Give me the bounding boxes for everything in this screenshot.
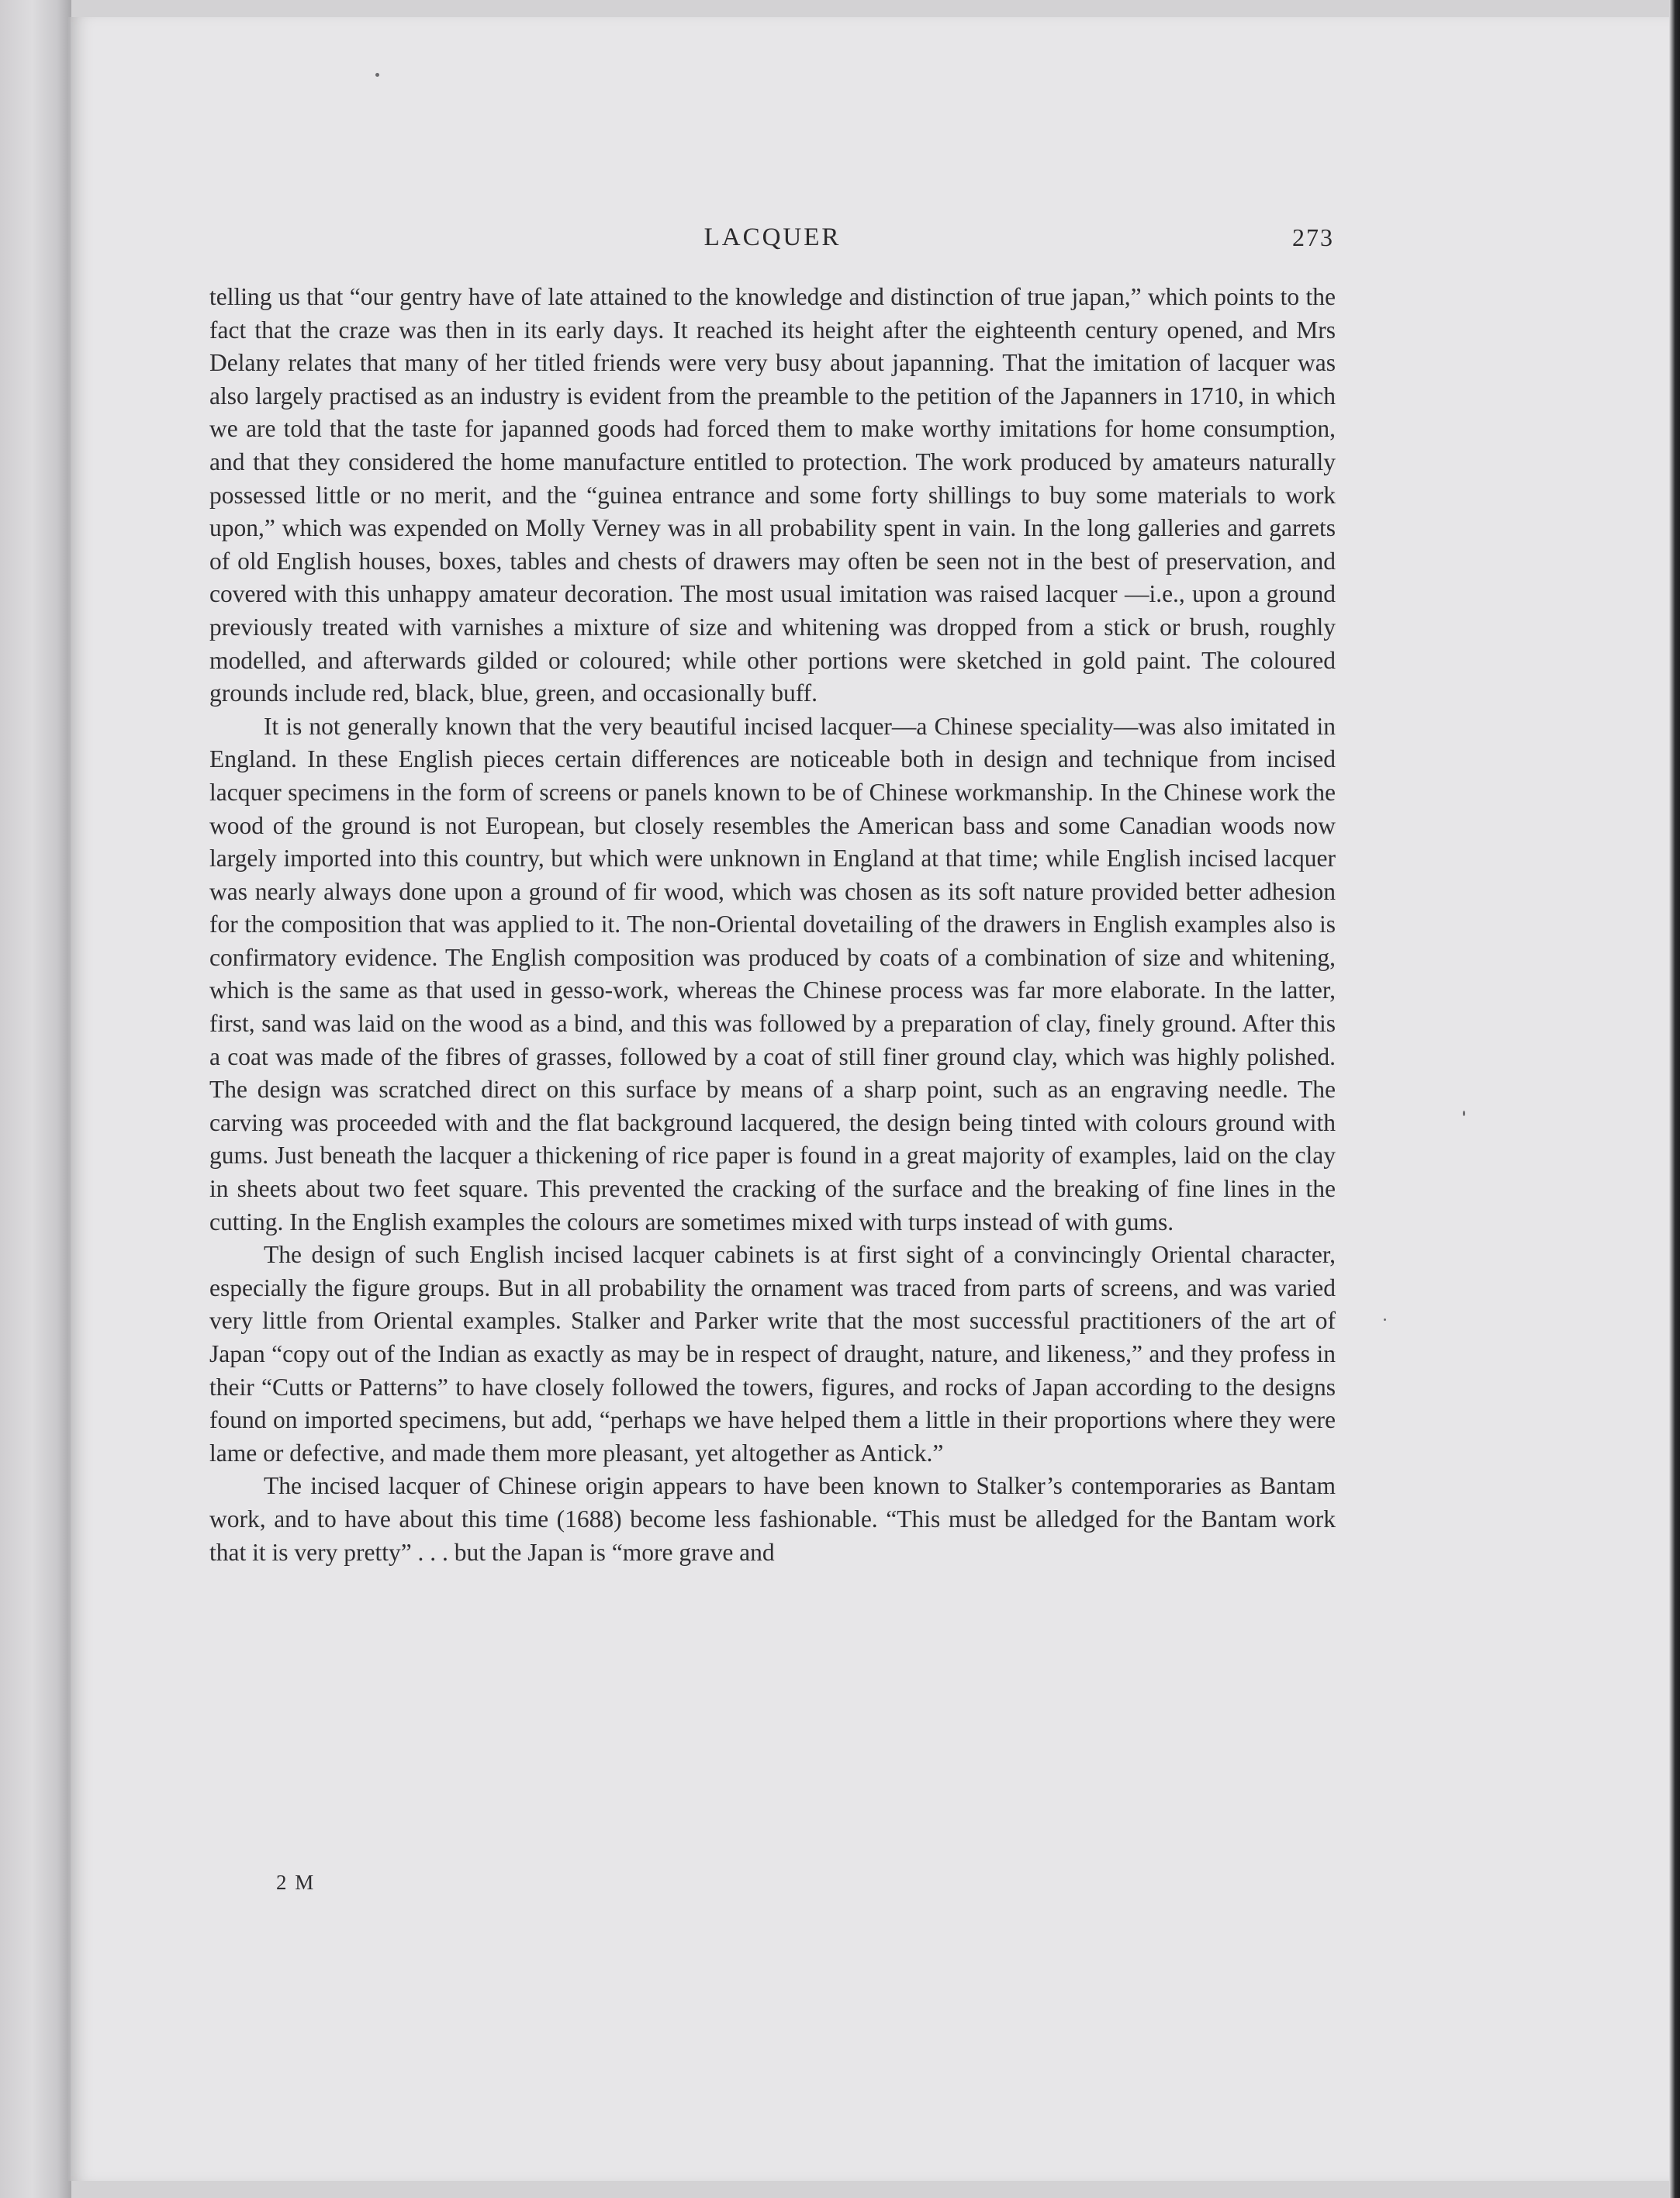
page-number: 273 <box>1292 223 1334 251</box>
paragraph: The incised lacquer of Chinese origin appears to have been known to Stalker’s contemporaries as Bantam work, and to have about this time (1688) become less fashionable. “This must be alledged for the Bantam work that it is very pretty” . . . but the Japan is “more grave and <box>209 1472 1336 1566</box>
paragraph: The design of such English incised lacquer cabinets is at first sight of a convincingly Oriental character, especially the figure groups. But in all probability the ornament was traced from parts of screens, and was varied very little from Oriental examples. Stalker and Parker write that the most successful practitioners of the art of Japan “copy out of the Indian as exactly as may be in respect of draught, nature, and likeness,” and they profess in their “Cutts or Patterns” to have closely followed the towers, figures, and rocks of Japan according to the designs found on imported specimens, but add, “perhaps we have helped them a little in their proportions where they were lame or defective, and made them more pleasant, yet altogether as Antick.” <box>209 1241 1336 1467</box>
body-text <box>209 281 1336 1569</box>
paragraph: telling us that “our gentry have of late attained to the knowledge and distinction of true japan,” which points to the fact that the craze was then in its early days. It reached its height after the eighteenth century opened, and Mrs Delany relates that many of her titled friends were very busy about japanning. That the imitation of lacquer was also largely practised as an industry is evident from the preamble to the petition of the Japanners in 1710, in which we are told that the taste for japanned goods had forced them to make worthy imitations for home consumption, and that they considered the home manufacture entitled to protection. The work produced by amateurs naturally possessed little or no merit, and the “guinea entrance and some forty shillings to buy some materials to work upon,” which was expended on Molly Verney was in all probability spent in vain. In the long galleries and garrets of old English houses, boxes, tables and chests of drawers may often be seen not in the best of preservation, and covered with this unhappy amateur decoration. The most usual imitation was raised lacquer —i.e., upon a ground previously treated with varnishes a mixture of size and whitening was dropped from a stick or brush, roughly modelled, and afterwards gilded or coloured; while other portions were sketched in gold paint. The coloured grounds include red, black, blue, green, and occasionally buff. <box>209 283 1336 707</box>
facing-page-edge <box>0 0 71 2198</box>
page-binding-edge <box>1669 0 1680 2198</box>
running-head: LACQUER <box>703 223 842 251</box>
paragraph: It is not generally known that the very beautiful incised lacquer—a Chinese speciality—was also imitated in England. In these English pieces certain differences are noticeable both in design and technique from incised lacquer specimens in the form of screens or panels known to be of Chinese workmanship. In the Chinese work the wood of the ground is not European, but closely resembles the American bass and some Canadian woods now largely imported into this country, but which were unknown in England at that time; while English incised lacquer was nearly always done upon a ground of fir wood, which was chosen as its soft nature provided better adhesion for the composition that was applied to it. The non-Oriental dovetailing of the drawers in English examples also is confirmatory evidence. The English composition was produced by coats of a combination of size and whitening, which is the same as that used in gesso-work, whereas the Chinese process was far more elaborate. In the latter, first, sand was laid on the wood as a bind, and this was followed by a preparation of clay, finely ground. After this a coat was made of the fibres of grasses, followed by a coat of still finer ground clay, which was highly polished. The design was scratched direct on this surface by means of a sharp point, such as an engraving needle. The carving was proceeded with and the flat background lacquered, the design being tinted with colours ground with gums. Just beneath the lacquer a thickening of rice paper is found in a great majority of examples, laid on the clay in sheets about two feet square. This prevented the cracking of the surface and the breaking of fine lines in the cutting. In the English examples the colours are sometimes mixed with turps instead of with gums. <box>209 712 1336 1236</box>
signature-mark: 2 M <box>276 1871 316 1894</box>
paper-speck <box>1384 1318 1386 1321</box>
paper-speck <box>1463 1111 1465 1116</box>
page-header <box>211 223 1334 262</box>
paper-speck <box>375 73 379 77</box>
